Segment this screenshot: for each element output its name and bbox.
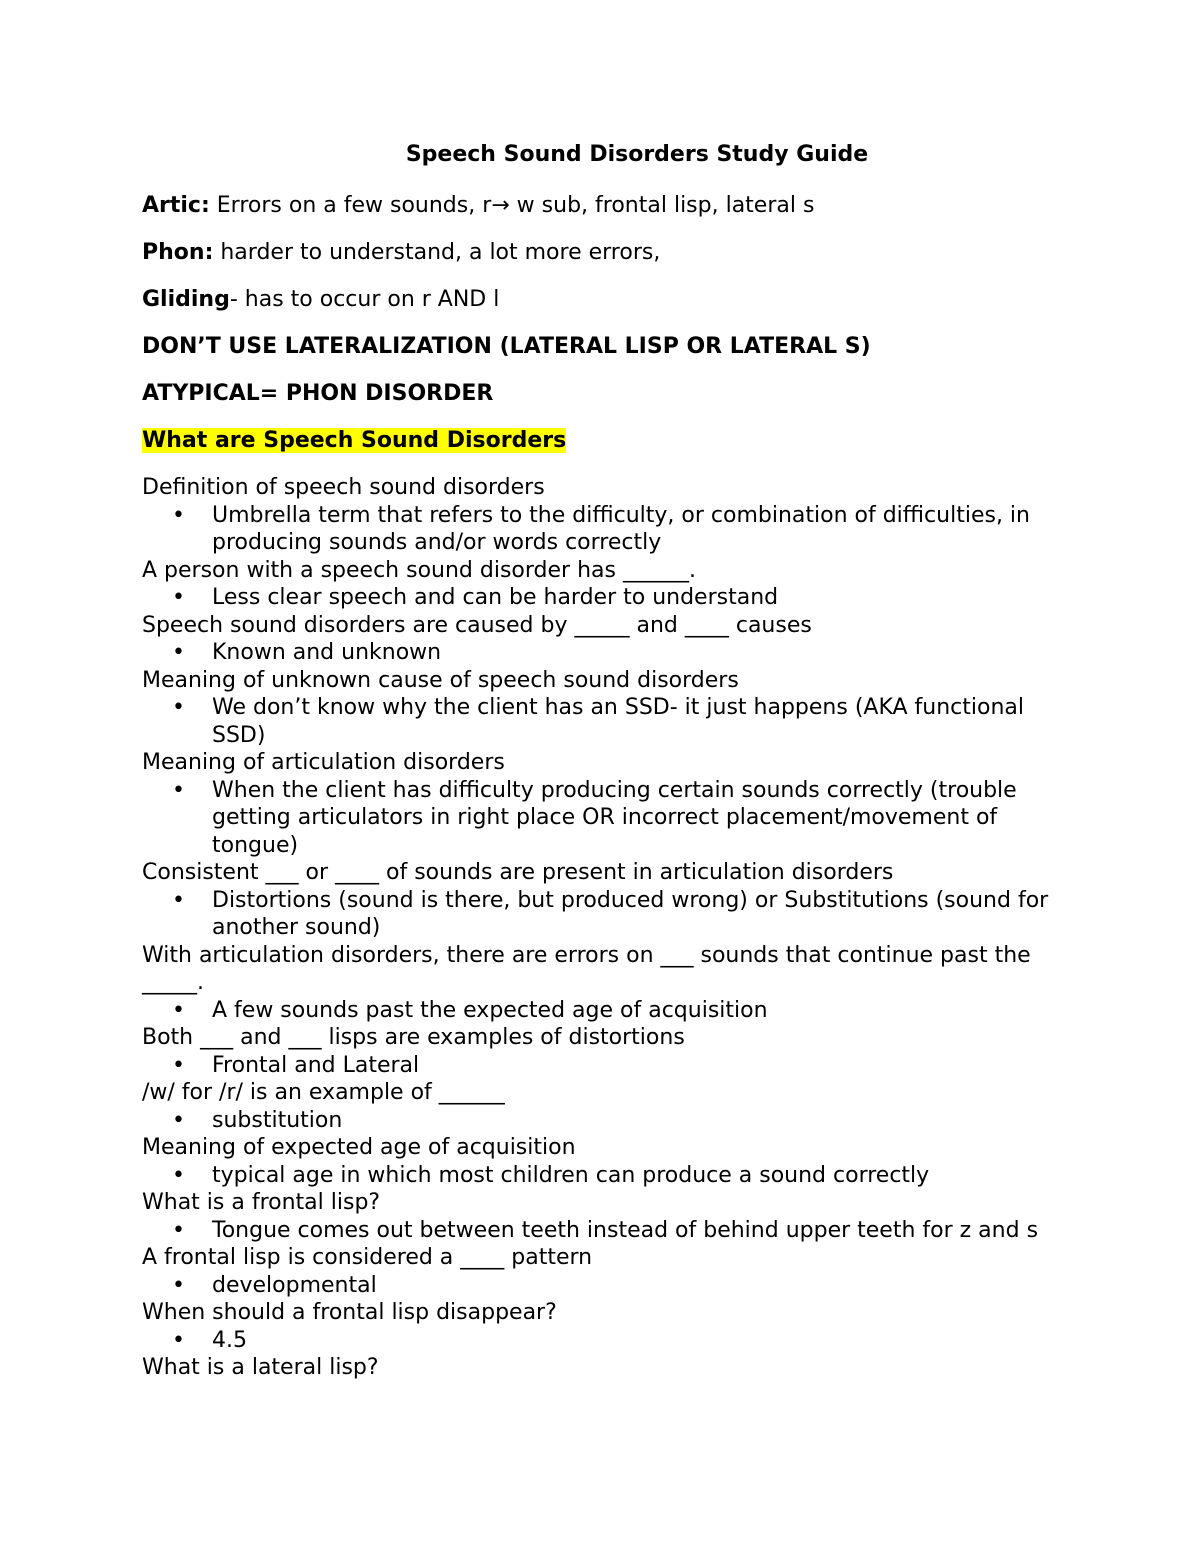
highlighted-heading-text: What are Speech Sound Disorders bbox=[142, 428, 567, 453]
question: What is a lateral lisp? bbox=[142, 1355, 379, 1380]
intro-label: Phon: bbox=[142, 240, 214, 265]
answer-text: typical age in which most children can produce a sound correctly bbox=[212, 1162, 930, 1188]
answer-text: A few sounds past the expected age of acquisition bbox=[212, 997, 768, 1023]
document-page bbox=[142, 138, 1072, 1382]
bullet-icon: • bbox=[172, 777, 185, 803]
intro-artic bbox=[142, 192, 1072, 219]
answer-text: When the client has difficulty producing certain sounds correctly (trouble getting articulators in right place OR incorrect placement/movement of tongue) bbox=[212, 777, 1017, 858]
bullet-icon: • bbox=[172, 1052, 185, 1078]
answer-text: substitution bbox=[212, 1107, 343, 1133]
answer-bullet-item bbox=[142, 1272, 1072, 1300]
answer-text: Frontal and Lateral bbox=[212, 1052, 420, 1078]
bullet-icon: • bbox=[172, 887, 185, 913]
answer-bullet-item bbox=[142, 1327, 1072, 1355]
bullet-icon: • bbox=[172, 1272, 185, 1298]
bullet-icon: • bbox=[172, 695, 185, 720]
question: Meaning of expected age of acquisition bbox=[142, 1135, 576, 1160]
question: A person with a speech sound disorder has ______. bbox=[142, 557, 696, 583]
answer-bullet-item bbox=[142, 584, 1072, 612]
bullet-icon: • bbox=[172, 502, 185, 528]
bullet-icon: • bbox=[172, 1162, 185, 1188]
question: Definition of speech sound disorders bbox=[142, 475, 545, 500]
caps-note-lateralization: DON’T USE LATERALIZATION (LATERAL LISP OR LATERAL S) bbox=[142, 334, 871, 359]
intro-text: Errors on a few sounds, r→ w sub, frontal lisp, lateral s bbox=[209, 193, 815, 218]
section-heading bbox=[142, 427, 1072, 454]
answer-bullet-item bbox=[142, 639, 1072, 667]
bullet-icon: • bbox=[172, 1217, 185, 1243]
question: /w/ for /r/ is an example of ______ bbox=[142, 1080, 505, 1105]
answer-bullet-item bbox=[142, 887, 1072, 942]
bullet-icon: • bbox=[172, 997, 185, 1023]
question: What is a frontal lisp? bbox=[142, 1190, 381, 1215]
answer-bullet-item bbox=[142, 1162, 1072, 1190]
question: Consistent ___ or ____ of sounds are present in articulation disorders bbox=[142, 860, 894, 885]
question: When should a frontal lisp disappear? bbox=[142, 1300, 557, 1325]
answer-bullet-item bbox=[142, 1217, 1072, 1245]
caps-note-atypical: ATYPICAL= PHON DISORDER bbox=[142, 381, 494, 406]
answer-bullet-item bbox=[142, 694, 1072, 749]
question: Meaning of articulation disorders bbox=[142, 750, 505, 775]
bullet-icon: • bbox=[172, 640, 185, 665]
question: Meaning of unknown cause of speech sound disorders bbox=[142, 667, 739, 693]
intro-label: Artic: bbox=[142, 193, 210, 218]
answer-bullet-item bbox=[142, 1052, 1072, 1080]
answer-text: Known and unknown bbox=[212, 640, 442, 665]
answer-text: 4.5 bbox=[212, 1327, 247, 1353]
intro-label: Gliding bbox=[142, 287, 230, 312]
bullet-icon: • bbox=[172, 585, 185, 610]
answer-bullet-item bbox=[142, 997, 1072, 1025]
answer-text: Less clear speech and can be harder to understand bbox=[212, 585, 779, 610]
bullet-icon: • bbox=[172, 1107, 185, 1133]
answer-text: Distortions (sound is there, but produced wrong) or Substitutions (sound for another sound) bbox=[212, 887, 1049, 940]
question: Speech sound disorders are caused by _____ and ____ causes bbox=[142, 612, 812, 638]
intro-phon bbox=[142, 239, 1072, 266]
answer-text: developmental bbox=[212, 1272, 377, 1298]
qa-list bbox=[142, 474, 1072, 1382]
intro-gliding bbox=[142, 286, 1072, 313]
question: With articulation disorders, there are errors on ___ sounds that continue past the _____. bbox=[142, 942, 1031, 995]
answer-bullet-item bbox=[142, 502, 1072, 557]
answer-text: Tongue comes out between teeth instead of behind upper teeth for z and s bbox=[212, 1217, 1039, 1243]
question: Both ___ and ___ lisps are examples of distortions bbox=[142, 1025, 685, 1050]
intro-text: harder to understand, a lot more errors, bbox=[213, 240, 661, 265]
bullet-icon: • bbox=[172, 1327, 185, 1353]
document-title: Speech Sound Disorders Study Guide bbox=[405, 142, 869, 167]
question: A frontal lisp is considered a ____ pattern bbox=[142, 1245, 593, 1270]
answer-bullet-item bbox=[142, 777, 1072, 860]
intro-text: - has to occur on r AND l bbox=[229, 287, 500, 312]
answer-text: We don’t know why the client has an SSD- it just happens (AKA functional SSD) bbox=[212, 695, 1025, 748]
answer-bullet-item bbox=[142, 1107, 1072, 1135]
answer-text: Umbrella term that refers to the difficulty, or combination of difficulties, in producing sounds and/or words correctly bbox=[212, 502, 1030, 555]
